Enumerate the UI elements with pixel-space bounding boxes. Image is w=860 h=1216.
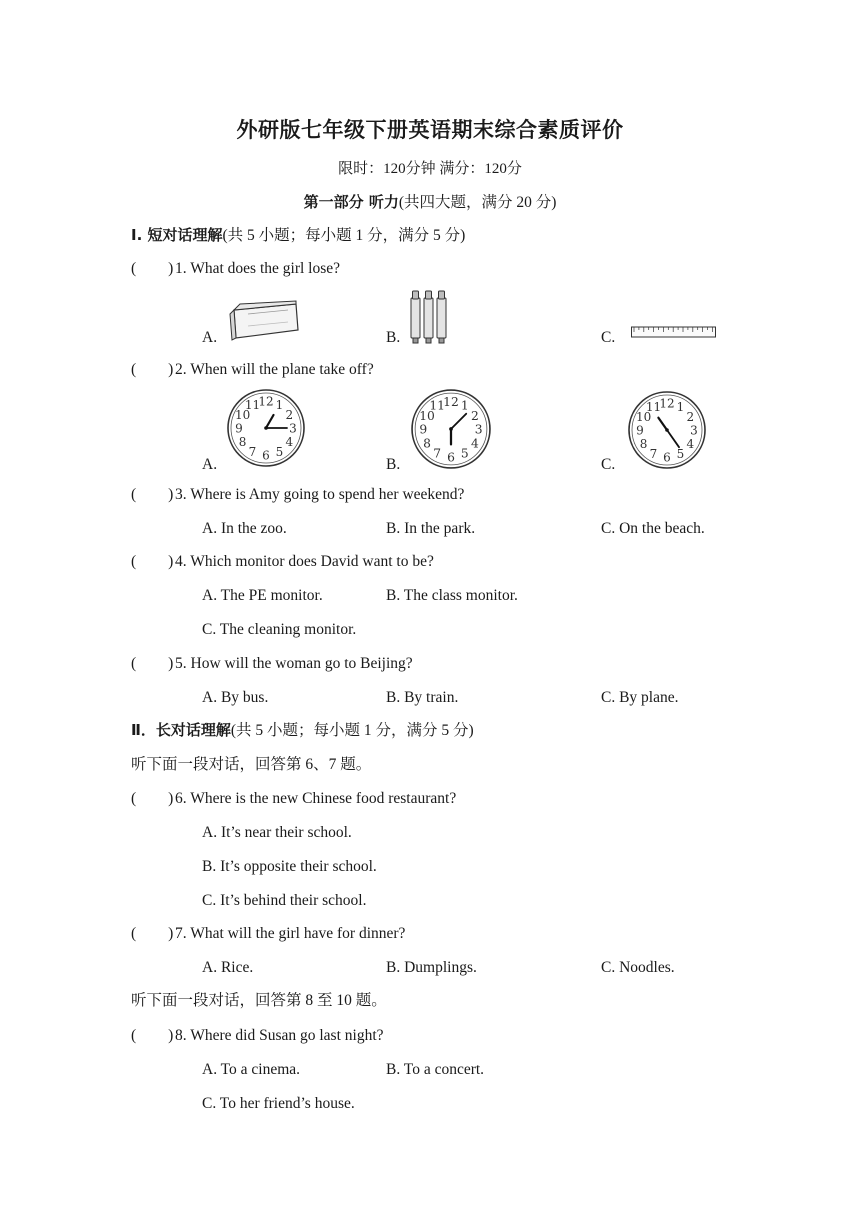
option-b[interactable]: B. By train. [386, 689, 459, 706]
option-a[interactable]: A. By bus. [202, 689, 269, 706]
question-text: 7. What will the girl have for dinner? [175, 925, 406, 942]
option-b[interactable]: B. The class monitor. [386, 587, 518, 604]
markers-icon [408, 288, 450, 344]
option-c[interactable]: C. [601, 456, 616, 473]
eraser-icon [228, 300, 302, 342]
answer-blank[interactable]: ( ) [131, 260, 174, 277]
svg-text:11: 11 [244, 398, 261, 413]
clock-icon [226, 388, 306, 468]
svg-text:11: 11 [429, 398, 445, 413]
option-c[interactable]: C. To her friend’s house. [202, 1095, 355, 1112]
section-2-title: Ⅱ．长对话理解 [131, 721, 231, 739]
section-1-heading [131, 225, 465, 246]
option-a[interactable]: A. [202, 456, 218, 473]
svg-text:1: 1 [275, 398, 284, 413]
question-text: 3. Where is Amy going to spend her weekend? [175, 486, 465, 503]
question-text: 4. Which monitor does David want to be? [175, 553, 434, 570]
option-c[interactable]: C. It’s behind their school. [202, 892, 367, 909]
option-a[interactable]: A. To a cinema. [202, 1061, 301, 1078]
svg-text:12: 12 [659, 396, 675, 411]
option-c[interactable]: C. On the beach. [601, 520, 705, 537]
svg-text:2: 2 [471, 408, 479, 423]
question-5 [131, 654, 413, 674]
svg-text:6: 6 [663, 450, 671, 465]
option-a[interactable]: A. Rice. [202, 959, 254, 976]
page-title: 外研版七年级下册英语期末综合素质评价 [236, 118, 624, 142]
option-c[interactable]: C. [601, 329, 616, 346]
option-b[interactable]: B. To a concert. [386, 1061, 485, 1078]
svg-text:10: 10 [635, 410, 652, 424]
section-1-title: I. 短对话理解 [131, 226, 223, 244]
svg-text:4: 4 [686, 437, 695, 451]
svg-text:12: 12 [443, 394, 459, 409]
clock-icon [410, 388, 492, 470]
svg-text:3: 3 [474, 422, 483, 437]
svg-text:8: 8 [423, 436, 431, 451]
part-title: 第一部分 听力 [303, 193, 399, 211]
option-a[interactable]: A. It’s near their school. [202, 824, 352, 841]
svg-text:7: 7 [649, 446, 658, 461]
answer-blank[interactable]: ( ) [131, 790, 174, 807]
svg-text:11: 11 [645, 400, 662, 415]
question-text: 6. Where is the new Chinese food restaurant? [175, 790, 457, 807]
svg-text:3: 3 [690, 423, 698, 438]
svg-text:9: 9 [235, 421, 243, 436]
svg-text:10: 10 [234, 408, 251, 422]
svg-text:12: 12 [258, 394, 274, 409]
svg-text:2: 2 [686, 410, 695, 424]
question-8 [131, 1026, 384, 1046]
answer-blank[interactable]: ( ) [131, 655, 174, 672]
question-6 [131, 789, 456, 809]
question-text: 8. Where did Susan go last night? [175, 1027, 384, 1044]
option-c[interactable]: C. Noodles. [601, 959, 675, 976]
svg-text:6: 6 [262, 448, 270, 463]
option-c[interactable]: C. By plane. [601, 689, 679, 706]
instruction-dialogue-2: 听下面一段对话，回答第 8 至 10 题。 [131, 992, 387, 1009]
svg-text:1: 1 [460, 398, 469, 413]
section-2-note: (共 5 小题；每小题 1 分，满分 5 分) [230, 722, 474, 739]
svg-text:7: 7 [433, 446, 442, 461]
question-1 [131, 259, 340, 279]
option-a[interactable]: A. The PE monitor. [202, 587, 323, 604]
svg-text:9: 9 [636, 423, 644, 438]
option-a[interactable]: A. [202, 329, 218, 346]
question-2 [131, 360, 374, 380]
question-3 [131, 485, 464, 505]
svg-text:3: 3 [289, 421, 297, 436]
answer-blank[interactable]: ( ) [131, 925, 174, 942]
answer-blank[interactable]: ( ) [131, 361, 174, 378]
answer-blank[interactable]: ( ) [131, 1027, 174, 1044]
svg-text:9: 9 [419, 422, 428, 437]
svg-text:6: 6 [447, 450, 455, 465]
option-b[interactable]: B. [386, 329, 401, 346]
question-4 [131, 552, 434, 572]
answer-blank[interactable]: ( ) [131, 553, 174, 570]
section-2-heading [131, 720, 474, 741]
question-7 [131, 924, 405, 944]
section-1-note: (共 5 小题；每小题 1 分，满分 5 分) [222, 227, 466, 244]
svg-text:5: 5 [275, 444, 284, 459]
option-b[interactable]: B. [386, 456, 401, 473]
svg-text:8: 8 [238, 435, 247, 449]
svg-text:4: 4 [471, 436, 479, 451]
time-score-limit: 限时：120分钟 满分：120分 [338, 161, 522, 177]
option-b[interactable]: B. In the park. [386, 520, 476, 537]
svg-text:5: 5 [460, 446, 469, 461]
svg-text:1: 1 [676, 400, 685, 415]
option-a[interactable]: A. In the zoo. [202, 520, 287, 537]
question-text: 2. When will the plane take off? [175, 361, 374, 378]
instruction-dialogue-1: 听下面一段对话，回答第 6、7 题。 [131, 756, 372, 773]
question-text: 1. What does the girl lose? [175, 260, 341, 277]
answer-blank[interactable]: ( ) [131, 486, 174, 503]
option-c[interactable]: C. The cleaning monitor. [202, 621, 357, 638]
part-note: (共四大题，满分 20 分) [398, 194, 557, 211]
svg-text:8: 8 [639, 437, 648, 451]
svg-text:10: 10 [419, 408, 435, 423]
question-text: 5. How will the woman go to Beijing? [175, 655, 413, 672]
svg-text:5: 5 [676, 446, 685, 461]
clock-icon [627, 390, 707, 470]
svg-text:2: 2 [285, 408, 294, 422]
svg-text:7: 7 [248, 444, 257, 459]
svg-text:4: 4 [285, 435, 294, 449]
option-b[interactable]: B. It’s opposite their school. [202, 858, 377, 875]
part-heading [0, 190, 860, 212]
option-b[interactable]: B. Dumplings. [386, 959, 477, 976]
ruler-icon [631, 326, 717, 340]
